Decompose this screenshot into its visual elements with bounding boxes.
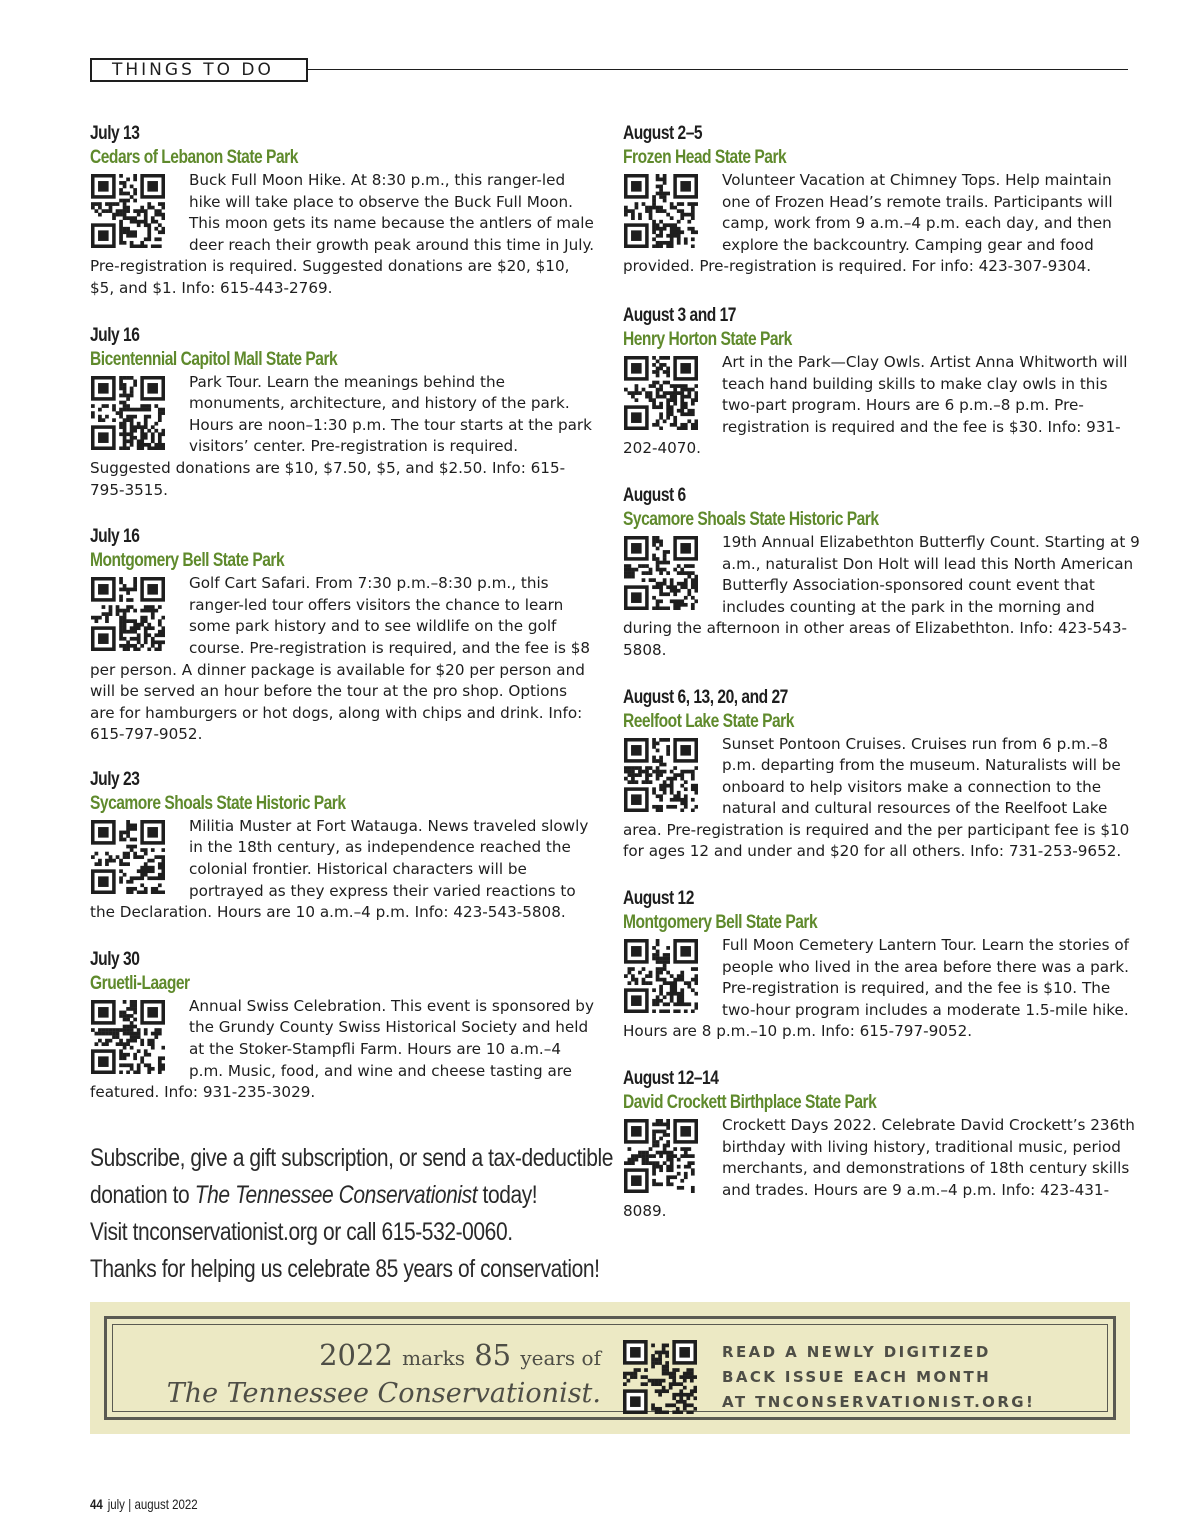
banner-anniversary-text: 2022 marks 85 years of [319,1338,601,1372]
event-body [623,734,1141,864]
event-date: July 16 [90,324,140,346]
event-park-name: Sycamore Shoals State Historic Park [623,508,879,530]
event-body [90,816,595,924]
event-body [90,573,595,746]
header-rule [308,69,1128,70]
subscribe-line-4: Thanks for helping us celebrate 85 years of conservation! [90,1255,600,1283]
page-number: 44 [90,1496,103,1512]
event-description: Sunset Pontoon Cruises. Cruises run from 6 p.m.–8 p.m. departing from the museum. Naturalists will be onboard to help visitors make a connection to the natural and cultural resources of the Reelfoot Lake area. Pre-registration is required and the per participant fee is $10 for ages 12 and under and $20 for all others. Info: 731-253-9652. [623,734,1130,861]
event-park-name: Reelfoot Lake State Park [623,710,794,732]
section-label: THINGS TO DO [90,58,308,82]
event-park-name: Montgomery Bell State Park [90,550,285,572]
event-park-name: Frozen Head State Park [623,147,787,168]
anniversary-banner [90,1302,1130,1434]
event-entry [623,686,1141,864]
event-park-name: David Crockett Birthplace State Park [623,1092,877,1114]
qr-code[interactable] [91,376,165,450]
subscribe-line-3: Visit tnconservationist.org or call 615-532-0060. [90,1218,513,1246]
event-description: Art in the Park—Clay Owls. Artist Anna Whitworth will teach hand building skills to make clay owls in this two-part program. Hours are 6 p.m.–8 p.m. Pre-registration is required and the fee is $30. Info: 931-202-4070. [623,352,1128,458]
event-date: August 6 [623,484,686,506]
qr-code[interactable] [624,174,698,248]
event-body [623,352,1141,460]
magazine-title: The Tennessee Conservationist [194,1181,478,1209]
event-body [623,170,1141,278]
qr-code[interactable] [624,1119,698,1193]
event-description: Militia Muster at Fort Watauga. News traveled slowly in the 18th century, as independence reached the colonial frontier. Historical characters will be portrayed as they express their varied reactions to the Declaration. Hours are 10 a.m.–4 p.m. Info: 423-543-5808. [90,816,589,922]
subscribe-line-2: donation to The Tennessee Conservationist today! [90,1181,538,1209]
qr-code[interactable] [91,1000,165,1074]
qr-code[interactable] [91,820,165,894]
event-date: July 30 [90,948,140,970]
event-body [90,996,595,1104]
event-description: Annual Swiss Celebration. This event is sponsored by the Grundy County Swiss Historical Society and held at the Stoker-Stampfli Farm. Hours are 10 a.m.–4 p.m. Music, food, and wine and cheese tasting are featured. Info: 931-235-3029. [90,996,594,1102]
banner-magazine-title: The Tennessee Conservationist. [166,1378,601,1409]
event-entry [623,887,1141,1043]
event-park-name: Bicentennial Capitol Mall State Park [90,348,338,370]
left-event-column [90,122,595,1104]
event-description: Full Moon Cemetery Lantern Tour. Learn the stories of people who lived in the area before there was a park. Pre-registration is required, and the fee is $10. The two-hour program includes a moderate 1.5-mile hike. Hours are 8 p.m.–10 p.m. Info: 615-797-9052. [623,936,1129,1041]
qr-code[interactable] [624,536,698,610]
banner-call-to-action: READ A NEWLY DIGITIZED BACK ISSUE EACH MONTH AT TNCONSERVATIONIST.ORG! [722,1343,1036,1411]
subscribe-message [90,1140,614,1288]
event-description: 19th Annual Elizabethton Butterfly Count. Starting at 9 a.m., naturalist Don Holt will lead this North American Butterfly Association-sponsored count event that includes counting at the park in the morning and during the afternoon in other areas of Elizabethton. Info: 423-543-5808. [623,532,1140,659]
event-park-name: Sycamore Shoals State Historic Park [90,792,346,814]
qr-code[interactable] [91,577,165,651]
event-date: July 13 [90,123,140,144]
event-body [90,170,595,300]
event-entry [623,1067,1141,1223]
event-description: Golf Cart Safari. From 7:30 p.m.–8:30 p.m., this ranger-led tour offers visitors the chance to learn some park history and to see wildlife on the golf course. Pre-registration is required, and the fee is $8 per person. A dinner package is available for $20 per person and will be served an hour before the tour at the pro shop. Options are for hamburgers or hot dogs, along with chips and drink. Info: 615-797-9052. [90,574,591,744]
event-entry [90,122,595,300]
event-park-name: Gruetli-Laager [90,972,190,994]
event-park-name: Henry Horton State Park [623,328,792,350]
qr-code[interactable] [624,939,698,1013]
event-date: August 12–14 [623,1068,719,1090]
event-date: July 16 [90,526,140,548]
event-date: August 12 [623,888,694,910]
right-event-column [623,122,1141,1223]
event-entry [90,324,595,502]
event-entry [623,484,1141,662]
event-park-name: Cedars of Lebanon State Park [90,147,298,168]
event-description: Park Tour. Learn the meanings behind the monuments, architecture, and history of the park. Hours are noon–1:30 p.m. The tour starts at the park visitors’ center. Pre-registration is required. Suggested donations are $10, $7.50, $5, and $2.50. Info: 615-795-3515. [90,372,592,499]
event-body [623,935,1141,1043]
banner-qr-code[interactable] [623,1340,697,1414]
event-body [623,1115,1141,1223]
qr-code[interactable] [624,356,698,430]
page-footer: 44 july | august 2022 [90,1496,198,1512]
event-entry [623,122,1141,278]
qr-code[interactable] [624,738,698,812]
qr-code[interactable] [91,174,165,248]
event-date: August 2–5 [623,123,703,144]
event-park-name: Montgomery Bell State Park [623,912,818,934]
event-date: August 6, 13, 20, and 27 [623,686,788,708]
event-description: Crockett Days 2022. Celebrate David Crockett’s 236th birthday with living history, traditional music, period merchants, and demonstrations of 18th century skills and trades. Hours are 9 a.m.–4 p.m. Info: 423-431-8089. [623,1116,1135,1221]
subscribe-line-1: Subscribe, give a gift subscription, or send a tax-deductible [90,1144,614,1172]
event-entry [90,525,595,746]
event-date: August 3 and 17 [623,304,736,326]
event-body [623,532,1141,662]
event-body [90,372,595,502]
event-entry [90,948,595,1104]
event-date: July 23 [90,768,140,790]
event-description: Volunteer Vacation at Chimney Tops. Help maintain one of Frozen Head’s remote trails. Participants will camp, work from 9 a.m.–4 p.m. each day, and then explore the backcountry. Camping gear and food provided. Pre-registration is required. For info: 423-307-9304. [623,171,1113,276]
event-description: Buck Full Moon Hike. At 8:30 p.m., this ranger-led hike will take place to observe the Buck Full Moon. This moon gets its name because the antlers of male deer reach their growth peak around this time in July. Pre-registration is required. Suggested donations are $20, $10, $5, and $1. Info: 615-443-2769. [90,171,595,297]
event-entry [623,304,1141,460]
event-entry [90,768,595,924]
